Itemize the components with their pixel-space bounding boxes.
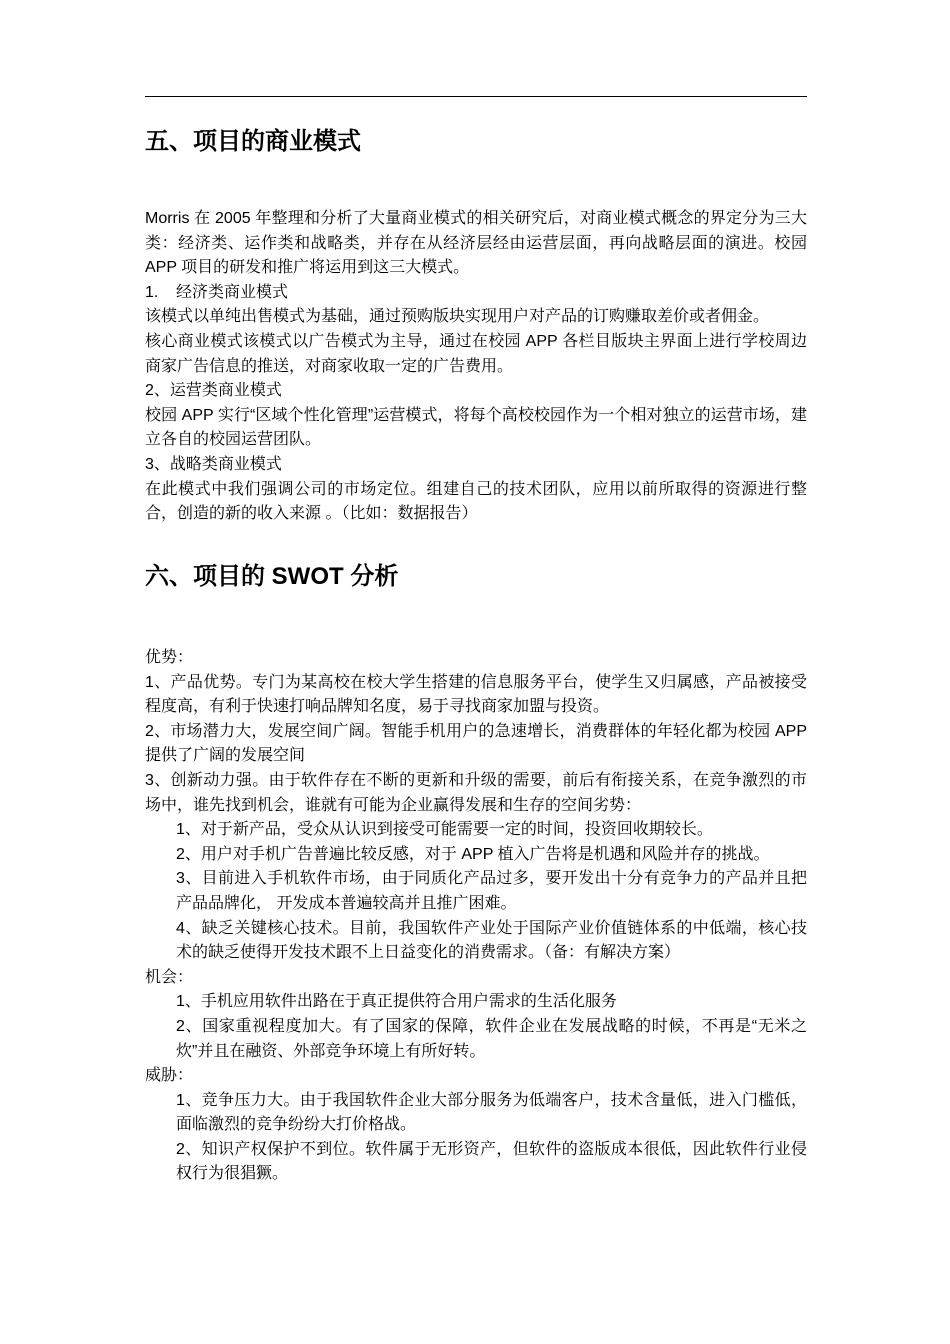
strength-item: 2、市场潜力大，发展空间广阔。智能手机用户的急速增长，消费群体的年轻化都为校园 APP 提供了广阔的发展空间 [145, 722, 807, 765]
opportunity-item: 1、手机应用软件出路在于真正提供符合用户需求的生活化服务 [176, 993, 617, 1011]
paragraph: 该模式以单纯出售模式为基础，通过预购版块实现用户对产品的订购赚取差价或者佣金。 [145, 308, 770, 326]
header-rule [145, 96, 807, 97]
paragraph: 在此模式中我们强调公司的市场定位。组建自己的技术团队，应用以前所取得的资源进行整合，创造的新的收入来源 。（比如：数据报告） [145, 480, 807, 523]
paragraph: 校园 APP 实行“区域个性化管理”运营模式，将每个高校校园作为一个相对独立的运营市场，建立各自的校园运营团队。 [145, 406, 807, 449]
list-number: 1. [145, 283, 159, 301]
weakness-item: 4、缺乏关键核心技术。目前，我国软件产业处于国际产业价值链体系的中低端，核心技术的缺乏使得开发技术跟不上日益变化的消费需求。（备：有解决方案） [176, 919, 807, 962]
weakness-item: 3、目前进入手机软件市场，由于同质化产品过多，要开发出十分有竞争力的产品并且把产品品牌化， 开发成本普遍较高并且推广困难。 [176, 870, 807, 912]
business-model-body [145, 207, 807, 527]
list-heading [145, 281, 807, 306]
list-heading-text: 经济类商业模式 [176, 283, 289, 301]
threat-item: 2、知识产权保护不到位。软件属于无形资产，但软件的盗版成本很低，因此软件行业侵权行为很猖獗。 [176, 1140, 807, 1183]
threats-label: 威胁： [145, 1067, 194, 1085]
section-heading-swot: 六、项目的 SWOT 分析 [145, 563, 399, 590]
paragraph: 核心商业模式该模式以广告模式为主导，通过在校园 APP 各栏目版块主界面上进行学校周边商家广告信息的推送，对商家收取一定的广告费用。 [145, 332, 807, 375]
section-heading-business-model: 五、项目的商业模式 [145, 128, 361, 155]
swot-body [145, 646, 807, 1187]
opportunity-item: 2、国家重视程度加大。有了国家的保障，软件企业在发展战略的时候，不再是“无米之炊”并且在融资、外部竞争环境上有所好转。 [176, 1017, 807, 1060]
opportunities-label: 机会： [145, 968, 194, 986]
threat-item: 1、竞争压力大。由于我国软件企业大部分服务为低端客户，技术含量低，进入门槛低，面临激烈的竞争纷纷大打价格战。 [176, 1091, 807, 1134]
weakness-item: 1、对于新产品，受众从认识到接受可能需要一定的时间，投资回收期较长。 [176, 821, 713, 839]
paragraph: Morris 在 2005 年整理和分析了大量商业模式的相关研究后，对商业模式概念的界定分为三大类：经济类、运作类和战略类，并存在从经济层经由运营层面，再向战略层面的演进。校园 APP 项目的研发和推广将运用到这三大模式。 [145, 210, 807, 277]
strengths-label: 优势： [145, 649, 194, 666]
strength-item: 1、产品优势。专门为某高校在校大学生搭建的信息服务平台，使学生又归属感，产品被接受程度高，有利于快速打响品牌知名度，易于寻找商家加盟与投资。 [145, 673, 807, 716]
strength-item: 3、创新动力强。由于软件存在不断的更新和升级的需要，前后有衔接关系，在竞争激烈的市场中，谁先找到机会，谁就有可能为企业赢得发展和生存的空间劣势： [145, 771, 807, 814]
list-heading: 3、战略类商业模式 [145, 455, 282, 473]
list-heading: 2、运营类商业模式 [145, 382, 282, 400]
weakness-item: 2、用户对手机广告普遍比较反感，对于 APP 植入广告将是机遇和风险并存的挑战。 [176, 845, 770, 863]
